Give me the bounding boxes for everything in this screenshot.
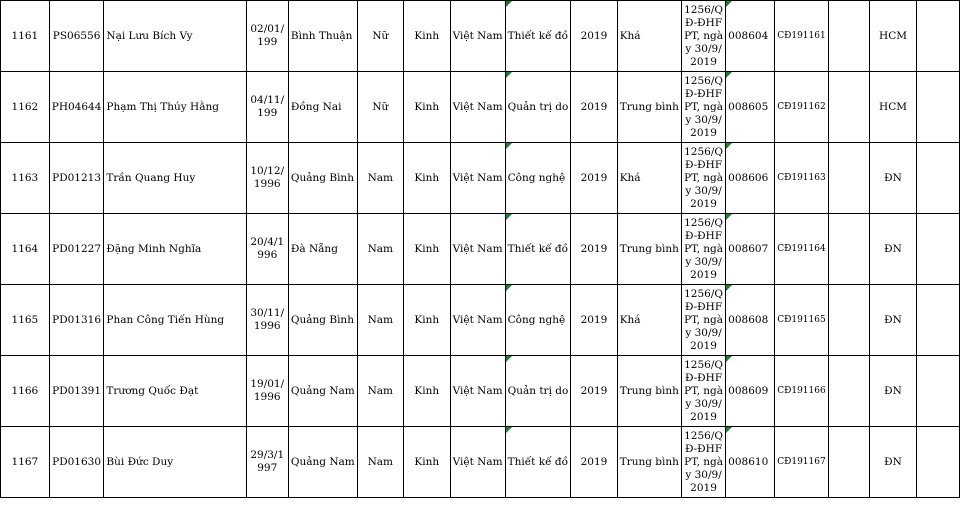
cell-decision-text: 1256/QĐ-ĐHFPT, ngày 30/9/2019: [684, 358, 724, 423]
cell-registration-no-text: CĐ191167: [777, 457, 826, 467]
cell-graduation-year-text: 2019: [580, 30, 608, 42]
cell-full-name-text: Trần Quang Huy: [106, 172, 196, 184]
cell-registration-no[interactable]: [775, 72, 829, 143]
cell-birth-date[interactable]: [246, 214, 288, 285]
table-row: [1, 214, 960, 285]
cell-nationality-text: Việt Nam: [452, 243, 503, 255]
cell-birth-date[interactable]: [246, 143, 288, 214]
cell-registration-no-text: CĐ191164: [777, 244, 826, 254]
cell-registration-no[interactable]: [775, 427, 829, 498]
cell-registration-no[interactable]: [775, 143, 829, 214]
cell-gender-text: Nữ: [372, 101, 389, 113]
cell-decision[interactable]: [681, 143, 725, 214]
cell-rank-text: Trung bình: [619, 456, 679, 468]
cell-major[interactable]: [505, 427, 571, 498]
cell-note-indicator-icon: [506, 72, 512, 78]
cell-registration-no-text: CĐ191163: [777, 173, 826, 183]
cell-birth-place-text: Đồng Nai: [290, 101, 342, 113]
cell-full-name[interactable]: [104, 72, 246, 143]
cell-birth-date-text: 30/11/1996: [250, 307, 285, 332]
cell-index-text: 1163: [11, 172, 39, 184]
cell-certificate-serial-text: 008609: [728, 385, 769, 397]
table-row: [1, 285, 960, 356]
cell-ethnicity[interactable]: [403, 356, 450, 427]
cell-note-indicator-icon: [726, 1, 732, 7]
cell-birth-place[interactable]: [288, 214, 357, 285]
cell-campus-text: ĐN: [884, 385, 902, 397]
cell-student-code-text: PD01391: [52, 385, 102, 397]
cell-registration-no[interactable]: [775, 285, 829, 356]
cell-nationality[interactable]: [450, 427, 505, 498]
cell-birth-place[interactable]: [288, 427, 357, 498]
cell-campus-text: ĐN: [884, 456, 902, 468]
cell-empty[interactable]: [917, 285, 960, 356]
cell-gender-text: Nam: [367, 243, 394, 255]
cell-nationality-text: Việt Nam: [452, 456, 503, 468]
cell-empty[interactable]: [828, 214, 869, 285]
cell-certificate-serial-text: 008608: [728, 314, 769, 326]
cell-certificate-serial[interactable]: [726, 427, 775, 498]
cell-decision[interactable]: [681, 72, 725, 143]
cell-decision[interactable]: [681, 1, 725, 72]
cell-note-indicator-icon: [506, 214, 512, 220]
cell-index-text: 1165: [11, 314, 39, 326]
cell-birth-place-text: Quảng Nam: [290, 385, 355, 397]
cell-registration-no-text: CĐ191162: [777, 102, 826, 112]
cell-major[interactable]: [505, 1, 571, 72]
cell-decision[interactable]: [681, 356, 725, 427]
cell-nationality[interactable]: [450, 1, 505, 72]
cell-decision-text: 1256/QĐ-ĐHFPT, ngày 30/9/2019: [684, 216, 724, 281]
cell-empty[interactable]: [828, 427, 869, 498]
cell-major-text: Công nghệ: [507, 172, 566, 184]
cell-gender[interactable]: [357, 356, 403, 427]
cell-student-code[interactable]: [49, 72, 104, 143]
cell-rank-text: Khá: [619, 314, 641, 326]
cell-note-indicator-icon: [726, 285, 732, 291]
cell-index[interactable]: [1, 1, 50, 72]
cell-note-indicator-icon: [506, 427, 512, 433]
cell-ethnicity[interactable]: [403, 143, 450, 214]
cell-full-name-text: Bùi Đức Duy: [106, 456, 174, 468]
cell-full-name-text: Phạm Thị Thúy Hằng: [106, 101, 219, 113]
cell-index-text: 1164: [11, 243, 39, 255]
cell-certificate-serial-text: 008605: [728, 101, 769, 113]
cell-ethnicity-text: Kinh: [414, 101, 440, 113]
cell-certificate-serial[interactable]: [726, 72, 775, 143]
cell-graduation-year-text: 2019: [580, 101, 608, 113]
cell-empty[interactable]: [917, 214, 960, 285]
cell-major-text: Thiết kế đồ: [507, 30, 569, 42]
cell-note-indicator-icon: [506, 143, 512, 149]
cell-empty[interactable]: [828, 285, 869, 356]
cell-campus-text: HCM: [879, 30, 907, 42]
cell-rank[interactable]: [617, 356, 681, 427]
cell-nationality[interactable]: [450, 143, 505, 214]
cell-student-code-text: PD01213: [52, 172, 102, 184]
cell-index-text: 1162: [11, 101, 39, 113]
cell-birth-date-text: 10/12/1996: [250, 165, 285, 190]
cell-birth-place-text: Quảng Bình: [290, 172, 354, 184]
cell-index[interactable]: [1, 285, 50, 356]
cell-certificate-serial[interactable]: [726, 356, 775, 427]
cell-campus[interactable]: [869, 72, 916, 143]
cell-nationality-text: Việt Nam: [452, 172, 503, 184]
cell-gender-text: Nam: [367, 314, 394, 326]
cell-empty[interactable]: [917, 427, 960, 498]
cell-ethnicity-text: Kinh: [414, 30, 440, 42]
cell-ethnicity-text: Kinh: [414, 314, 440, 326]
cell-rank[interactable]: [617, 143, 681, 214]
cell-index[interactable]: [1, 143, 50, 214]
cell-ethnicity-text: Kinh: [414, 243, 440, 255]
cell-index[interactable]: [1, 427, 50, 498]
cell-index-text: 1167: [11, 456, 39, 468]
cell-birth-date-text: 19/01/1996: [250, 378, 285, 403]
cell-gender[interactable]: [357, 1, 403, 72]
cell-campus-text: HCM: [879, 101, 907, 113]
cell-gender-text: Nam: [367, 172, 394, 184]
cell-nationality-text: Việt Nam: [452, 30, 503, 42]
cell-birth-date-text: 04/11/199: [250, 94, 285, 119]
cell-decision-text: 1256/QĐ-ĐHFPT, ngày 30/9/2019: [684, 74, 724, 139]
cell-gender[interactable]: [357, 72, 403, 143]
cell-student-code[interactable]: [49, 143, 104, 214]
cell-birth-date[interactable]: [246, 72, 288, 143]
table-row: [1, 1, 960, 72]
cell-note-indicator-icon: [726, 72, 732, 78]
cell-campus-text: ĐN: [884, 314, 902, 326]
cell-rank-text: Khá: [619, 172, 641, 184]
cell-student-code-text: PH04644: [51, 101, 102, 113]
cell-birth-place[interactable]: [288, 143, 357, 214]
cell-student-code-text: PD01316: [52, 314, 102, 326]
cell-certificate-serial[interactable]: [726, 285, 775, 356]
cell-graduation-year[interactable]: [571, 285, 617, 356]
cell-graduation-year[interactable]: [571, 427, 617, 498]
cell-decision[interactable]: [681, 427, 725, 498]
cell-ethnicity[interactable]: [403, 427, 450, 498]
cell-full-name-text: Đặng Minh Nghĩa: [106, 243, 202, 255]
cell-index[interactable]: [1, 214, 50, 285]
cell-student-code-text: PD01630: [52, 456, 102, 468]
cell-student-code[interactable]: [49, 356, 104, 427]
cell-campus[interactable]: [869, 214, 916, 285]
cell-decision[interactable]: [681, 214, 725, 285]
cell-rank-text: Trung bình: [619, 101, 679, 113]
cell-birth-place[interactable]: [288, 72, 357, 143]
cell-major[interactable]: [505, 285, 571, 356]
cell-gender-text: Nam: [367, 456, 394, 468]
cell-graduation-year-text: 2019: [580, 243, 608, 255]
cell-nationality[interactable]: [450, 356, 505, 427]
cell-rank-text: Trung bình: [619, 385, 679, 397]
cell-student-code[interactable]: [49, 1, 104, 72]
cell-registration-no[interactable]: [775, 1, 829, 72]
cell-student-code-text: PD01227: [52, 243, 102, 255]
cell-full-name[interactable]: [104, 143, 246, 214]
cell-full-name-text: Nại Lưu Bích Vy: [106, 30, 193, 42]
cell-graduation-year-text: 2019: [580, 314, 608, 326]
cell-empty[interactable]: [828, 143, 869, 214]
cell-note-indicator-icon: [726, 427, 732, 433]
cell-gender-text: Nam: [367, 385, 394, 397]
cell-campus-text: ĐN: [884, 172, 902, 184]
cell-nationality[interactable]: [450, 214, 505, 285]
cell-major-text: Quản trị do: [507, 385, 569, 397]
cell-graduation-year-text: 2019: [580, 385, 608, 397]
cell-graduation-year[interactable]: [571, 1, 617, 72]
cell-ethnicity[interactable]: [403, 214, 450, 285]
cell-campus-text: ĐN: [884, 243, 902, 255]
cell-graduation-year-text: 2019: [580, 172, 608, 184]
cell-note-indicator-icon: [506, 356, 512, 362]
cell-student-code[interactable]: [49, 427, 104, 498]
cell-campus[interactable]: [869, 356, 916, 427]
cell-note-indicator-icon: [506, 285, 512, 291]
cell-decision-text: 1256/QĐ-ĐHFPT, ngày 30/9/2019: [684, 287, 724, 352]
cell-gender[interactable]: [357, 214, 403, 285]
cell-birth-place[interactable]: [288, 285, 357, 356]
cell-graduation-year-text: 2019: [580, 456, 608, 468]
cell-ethnicity[interactable]: [403, 72, 450, 143]
cell-rank[interactable]: [617, 427, 681, 498]
cell-registration-no-text: CĐ191166: [777, 386, 826, 396]
cell-student-code[interactable]: [49, 285, 104, 356]
cell-full-name-text: Phan Công Tiến Hùng: [106, 314, 225, 326]
cell-nationality[interactable]: [450, 72, 505, 143]
table-row: [1, 356, 960, 427]
cell-birth-date-text: 20/4/1996: [250, 236, 285, 261]
cell-major[interactable]: [505, 356, 571, 427]
cell-ethnicity[interactable]: [403, 285, 450, 356]
cell-major[interactable]: [505, 214, 571, 285]
cell-empty[interactable]: [917, 72, 960, 143]
cell-index-text: 1166: [11, 385, 39, 397]
cell-gender[interactable]: [357, 427, 403, 498]
cell-rank[interactable]: [617, 72, 681, 143]
cell-campus[interactable]: [869, 427, 916, 498]
cell-birth-date[interactable]: [246, 1, 288, 72]
cell-empty[interactable]: [917, 143, 960, 214]
cell-nationality-text: Việt Nam: [452, 385, 503, 397]
table-row: [1, 143, 960, 214]
cell-major-text: Thiết kế đồ: [507, 243, 569, 255]
cell-birth-date-text: 02/01/199: [250, 23, 285, 48]
cell-major-text: Quản trị do: [507, 101, 569, 113]
cell-birth-date[interactable]: [246, 356, 288, 427]
cell-student-code-text: PS06556: [52, 30, 101, 42]
cell-nationality-text: Việt Nam: [452, 314, 503, 326]
cell-rank-text: Trung bình: [619, 243, 679, 255]
cell-certificate-serial-text: 008606: [728, 172, 769, 184]
cell-empty[interactable]: [828, 1, 869, 72]
cell-graduation-year[interactable]: [571, 72, 617, 143]
cell-note-indicator-icon: [506, 1, 512, 7]
cell-birth-place[interactable]: [288, 356, 357, 427]
table-row: [1, 427, 960, 498]
cell-gender-text: Nữ: [372, 30, 389, 42]
cell-graduation-year[interactable]: [571, 214, 617, 285]
cell-rank[interactable]: [617, 214, 681, 285]
cell-decision-text: 1256/QĐ-ĐHFPT, ngày 30/9/2019: [684, 429, 724, 494]
cell-registration-no-text: CĐ191165: [777, 315, 826, 325]
cell-student-code[interactable]: [49, 214, 104, 285]
cell-birth-date[interactable]: [246, 427, 288, 498]
cell-rank-text: Khá: [619, 30, 641, 42]
cell-campus[interactable]: [869, 1, 916, 72]
cell-full-name[interactable]: [104, 214, 246, 285]
cell-birth-date[interactable]: [246, 285, 288, 356]
cell-nationality[interactable]: [450, 285, 505, 356]
cell-note-indicator-icon: [726, 356, 732, 362]
cell-decision-text: 1256/QĐ-ĐHFPT, ngày 30/9/2019: [684, 145, 724, 210]
cell-index[interactable]: [1, 356, 50, 427]
cell-certificate-serial-text: 008604: [728, 30, 769, 42]
cell-decision[interactable]: [681, 285, 725, 356]
cell-birth-place[interactable]: [288, 1, 357, 72]
cell-full-name[interactable]: [104, 356, 246, 427]
cell-birth-place-text: Quảng Nam: [290, 456, 355, 468]
cell-registration-no-text: CĐ191161: [777, 31, 826, 41]
table-row: [1, 72, 960, 143]
cell-certificate-serial-text: 008610: [728, 456, 769, 468]
cell-empty[interactable]: [828, 356, 869, 427]
cell-ethnicity-text: Kinh: [414, 456, 440, 468]
cell-major[interactable]: [505, 72, 571, 143]
cell-registration-no[interactable]: [775, 356, 829, 427]
cell-birth-place-text: Đà Nẵng: [290, 243, 338, 255]
cell-empty[interactable]: [917, 1, 960, 72]
cell-ethnicity-text: Kinh: [414, 385, 440, 397]
cell-index-text: 1161: [11, 30, 39, 42]
cell-birth-place-text: Bình Thuận: [290, 30, 353, 42]
cell-note-indicator-icon: [726, 214, 732, 220]
cell-campus[interactable]: [869, 143, 916, 214]
cell-graduation-year[interactable]: [571, 356, 617, 427]
cell-empty[interactable]: [828, 72, 869, 143]
cell-certificate-serial[interactable]: [726, 143, 775, 214]
cell-graduation-year[interactable]: [571, 143, 617, 214]
cell-rank[interactable]: [617, 1, 681, 72]
cell-major[interactable]: [505, 143, 571, 214]
cell-decision-text: 1256/QĐ-ĐHFPT, ngày 30/9/2019: [684, 3, 724, 68]
cell-index[interactable]: [1, 72, 50, 143]
cell-certificate-serial[interactable]: [726, 214, 775, 285]
cell-empty[interactable]: [917, 356, 960, 427]
cell-ethnicity-text: Kinh: [414, 172, 440, 184]
cell-full-name-text: Trương Quốc Đạt: [106, 385, 199, 397]
cell-full-name[interactable]: [104, 1, 246, 72]
cell-ethnicity[interactable]: [403, 1, 450, 72]
cell-full-name[interactable]: [104, 285, 246, 356]
cell-note-indicator-icon: [726, 143, 732, 149]
cell-major-text: Thiết kế đồ: [507, 456, 569, 468]
cell-gender[interactable]: [357, 285, 403, 356]
cell-certificate-serial[interactable]: [726, 1, 775, 72]
cell-major-text: Công nghệ: [507, 314, 566, 326]
cell-campus[interactable]: [869, 285, 916, 356]
cell-gender[interactable]: [357, 143, 403, 214]
cell-full-name[interactable]: [104, 427, 246, 498]
cell-registration-no[interactable]: [775, 214, 829, 285]
cell-birth-place-text: Quảng Bình: [290, 314, 354, 326]
cell-certificate-serial-text: 008607: [728, 243, 769, 255]
cell-rank[interactable]: [617, 285, 681, 356]
cell-nationality-text: Việt Nam: [452, 101, 503, 113]
cell-birth-date-text: 29/3/1997: [250, 449, 285, 474]
